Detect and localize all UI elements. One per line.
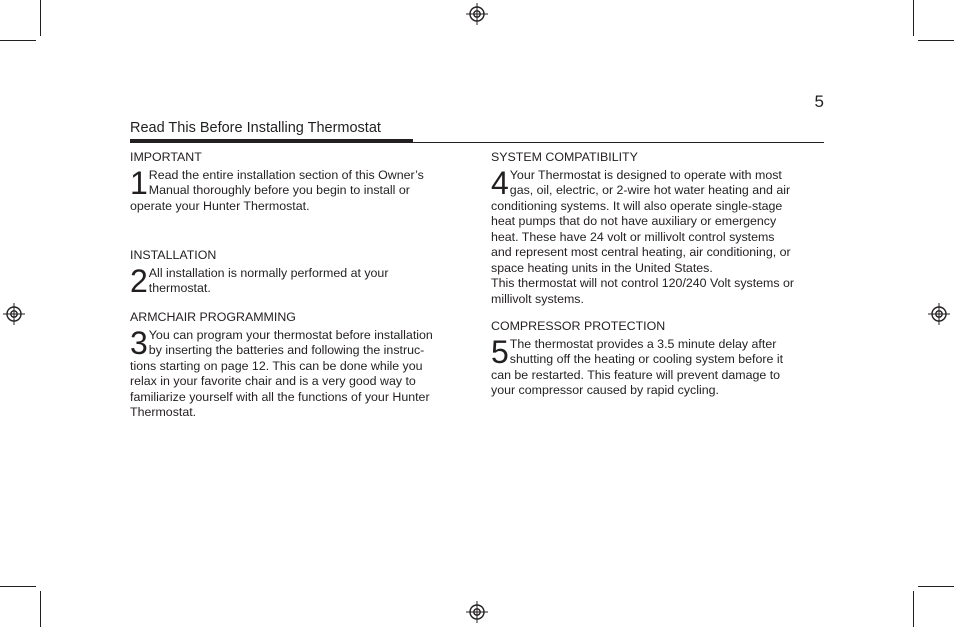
crop-mark — [913, 591, 914, 627]
registration-mark-icon — [928, 303, 950, 325]
body-line: by inserting the batteries and following the instruc- — [148, 343, 425, 357]
body-line: Thermostat. — [130, 405, 197, 419]
crop-mark — [40, 0, 41, 36]
registration-mark-icon — [466, 601, 488, 623]
crop-mark — [918, 40, 954, 41]
header-rule — [413, 142, 824, 143]
body-line: All installation is normally performed at your — [148, 265, 389, 280]
section-heading: ARMCHAIR PROGRAMMING — [130, 310, 296, 324]
body-line: Your Thermostat is designed to operate with most — [509, 167, 782, 182]
body-line: your compressor caused by rapid cycling. — [491, 383, 719, 397]
step-number: 5 — [491, 333, 508, 370]
body-line: tions starting on page 12. This can be done while you — [130, 358, 423, 373]
section-heading: IMPORTANT — [130, 150, 202, 164]
body-line: space heating units in the United States. — [491, 260, 713, 275]
section-body — [130, 262, 470, 299]
body-line: shutting off the heating or cooling system before it — [509, 352, 784, 366]
page-number: 5 — [814, 92, 824, 111]
section-armchair-programming — [130, 310, 470, 421]
step-number: 3 — [130, 324, 147, 361]
crop-mark — [40, 591, 41, 627]
step-number: 4 — [491, 164, 508, 201]
section-body — [491, 164, 826, 308]
body-line: The thermostat provides a 3.5 minute delay after — [509, 336, 777, 351]
body-line: millivolt systems. — [491, 291, 584, 306]
section-important — [130, 150, 470, 214]
step-number: 2 — [130, 262, 147, 299]
body-line: operate your Hunter Thermostat. — [130, 198, 310, 213]
body-line: and represent most central heating, air conditioning, or — [491, 245, 791, 259]
body-line: conditioning systems. It will also operate single-stage — [491, 198, 783, 213]
crop-mark — [918, 586, 954, 587]
body-line: This thermostat will not control 120/240 Volt systems or — [491, 276, 795, 290]
section-installation — [130, 248, 470, 297]
section-heading: INSTALLATION — [130, 248, 217, 262]
body-line: gas, oil, electric, or 2-wire hot water heating and air — [509, 183, 791, 197]
body-line: relax in your favorite chair and is a very good way to — [130, 374, 416, 388]
crop-mark — [0, 586, 36, 587]
body-line: familiarize yourself with all the functions of your Hunter — [130, 389, 430, 404]
registration-mark-icon — [3, 303, 25, 325]
step-number: 1 — [130, 164, 147, 201]
body-line: heat. These have 24 volt or millivolt control systems — [491, 229, 775, 244]
section-heading: SYSTEM COMPATIBILITY — [491, 150, 638, 164]
section-body — [130, 324, 470, 421]
body-line: You can program your thermostat before installation — [148, 327, 433, 342]
body-line: Manual thoroughly before you begin to install or — [148, 183, 410, 197]
section-compressor-protection — [491, 319, 826, 399]
header-underline — [130, 139, 413, 143]
section-body — [491, 333, 826, 399]
body-line: can be restarted. This feature will prevent damage to — [491, 367, 781, 382]
section-system-compatibility — [491, 150, 826, 307]
section-heading: COMPRESSOR PROTECTION — [491, 319, 666, 333]
crop-mark — [913, 0, 914, 36]
body-line: thermostat. — [148, 281, 211, 295]
registration-mark-icon — [466, 3, 488, 25]
section-body — [130, 164, 470, 215]
page-title: Read This Before Installing Thermostat — [130, 120, 381, 136]
body-line: Read the entire installation section of this Owner’s — [148, 167, 424, 182]
body-line: heat pumps that do not have auxiliary or emergency — [491, 214, 777, 228]
crop-mark — [0, 40, 36, 41]
